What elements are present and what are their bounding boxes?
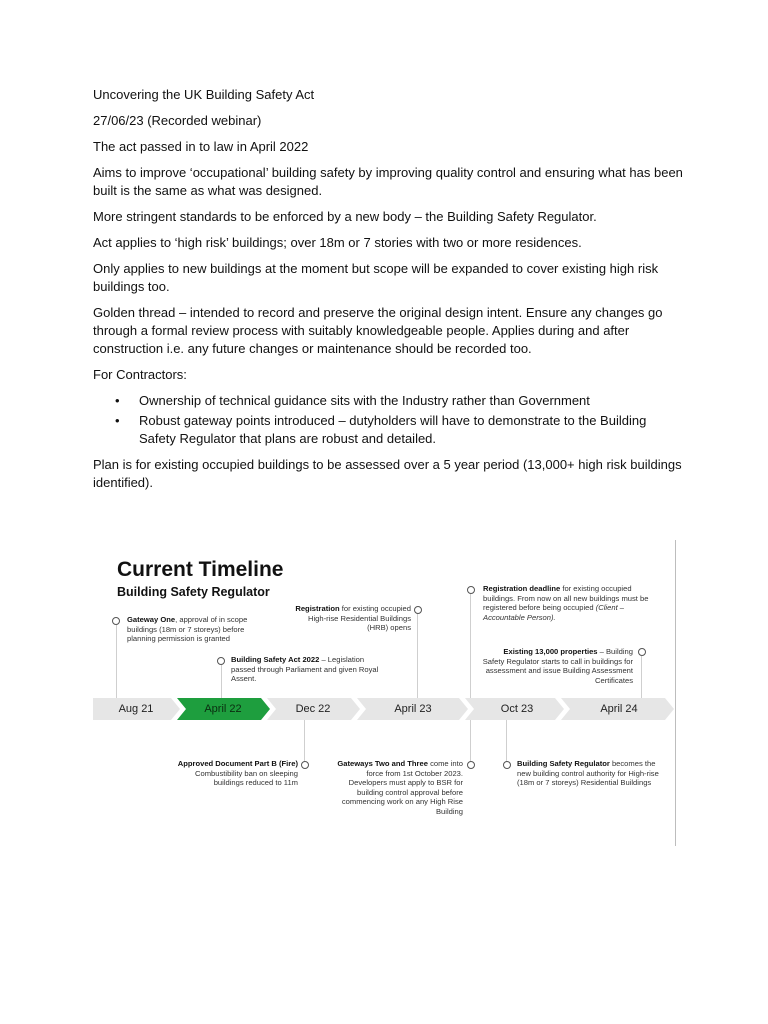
connector-line bbox=[506, 720, 507, 765]
event-bsr-authority: Building Safety Regulator becomes the new building control authority for High-rise (18m or 7 storeys) Residential Buildings bbox=[517, 759, 659, 788]
bullet-icon: • bbox=[115, 413, 120, 428]
list-item-text: Robust gateway points introduced – dutyholders will have to demonstrate to the Building Safety Regulator that plans are robust and detailed. bbox=[139, 413, 647, 446]
event-marker-icon bbox=[217, 657, 225, 665]
segment-label: Aug 21 bbox=[118, 703, 154, 715]
connector-line bbox=[470, 594, 471, 698]
connector-line bbox=[470, 720, 471, 765]
segment-label: April 24 bbox=[600, 703, 638, 715]
paragraph: Act applies to ‘high risk’ buildings; over 18m or 7 stories with two or more residences. bbox=[93, 235, 582, 250]
paragraph: For Contractors: bbox=[93, 367, 187, 382]
segment-label: Oct 23 bbox=[500, 703, 534, 715]
segment-label: April 23 bbox=[394, 703, 432, 715]
event-marker-icon bbox=[414, 606, 422, 614]
document-title: Uncovering the UK Building Safety Act bbox=[93, 87, 315, 102]
event-existing-properties: Existing 13,000 properties – Building Safety Regulator starts to call in buildings for assessment and issue Building Assessment Certificates bbox=[482, 647, 633, 685]
connector-line bbox=[221, 664, 222, 698]
segment-label: April 22 bbox=[204, 703, 242, 715]
timeline-figure bbox=[93, 540, 676, 846]
event-marker-icon bbox=[503, 761, 511, 769]
segment-label: Dec 22 bbox=[295, 703, 331, 715]
closing-paragraph: Plan is for existing occupied buildings to be assessed over a 5 year period (13,000+ high risk buildings identified). bbox=[93, 457, 682, 490]
connector-line bbox=[417, 613, 418, 698]
date-line: 27/06/23 (Recorded webinar) bbox=[93, 113, 262, 128]
connector-line bbox=[641, 656, 642, 698]
list-item-text: Ownership of technical guidance sits with the Industry rather than Government bbox=[139, 393, 590, 408]
paragraph: Only applies to new buildings at the moment but scope will be expanded to cover existing high risk buildings too. bbox=[93, 261, 659, 294]
bullet-icon: • bbox=[115, 393, 120, 408]
event-marker-icon bbox=[638, 648, 646, 656]
document-body bbox=[93, 86, 683, 500]
paragraph: Golden thread – intended to record and preserve the original design intent. Ensure any changes go through a formal review process with suitably knowledgeable people. Applies during and after construction i.e. any future changes or maintenance should be recorded too. bbox=[93, 305, 663, 356]
event-marker-icon bbox=[301, 761, 309, 769]
list-item bbox=[93, 412, 683, 448]
event-gateways-two-three: Gateways Two and Three come into force from 1st October 2023. Developers must apply to BSR for building control approval before commencing work on any High Rise Building bbox=[337, 759, 463, 816]
timeline-title: Current Timeline bbox=[117, 558, 284, 581]
event-marker-icon bbox=[112, 617, 120, 625]
timeline-band bbox=[93, 698, 675, 720]
paragraph: The act passed in to law in April 2022 bbox=[93, 139, 309, 154]
event-registration: Registration for existing occupied High-rise Residential Buildings (HRB) opens bbox=[295, 604, 411, 633]
paragraph: Aims to improve ‘occupational’ building safety by improving quality control and ensuring what has been built is the same as what was designed. bbox=[93, 165, 683, 198]
contractor-bullets bbox=[93, 392, 683, 448]
event-marker-icon bbox=[467, 761, 475, 769]
paragraph: More stringent standards to be enforced by a new body – the Building Safety Regulator. bbox=[93, 209, 597, 224]
event-registration-deadline: Registration deadline for existing occupied buildings. From now on all new buildings must be registered before being occupied (Client – Accountable Person). bbox=[483, 584, 649, 622]
connector-line bbox=[116, 625, 117, 698]
list-item bbox=[93, 392, 683, 410]
connector-line bbox=[304, 720, 305, 765]
timeline-subtitle: Building Safety Regulator bbox=[117, 585, 270, 599]
event-act-2022: Building Safety Act 2022 – Legislation passed through Parliament and given Royal Assent. bbox=[231, 655, 379, 684]
event-marker-icon bbox=[467, 586, 475, 594]
event-part-b: Approved Document Part B (Fire) Combustibility ban on sleeping buildings reduced to 11m bbox=[177, 759, 298, 788]
event-gateway-one: Gateway One, approval of in scope buildings (18m or 7 storeys) before planning permission is granted bbox=[127, 615, 248, 644]
